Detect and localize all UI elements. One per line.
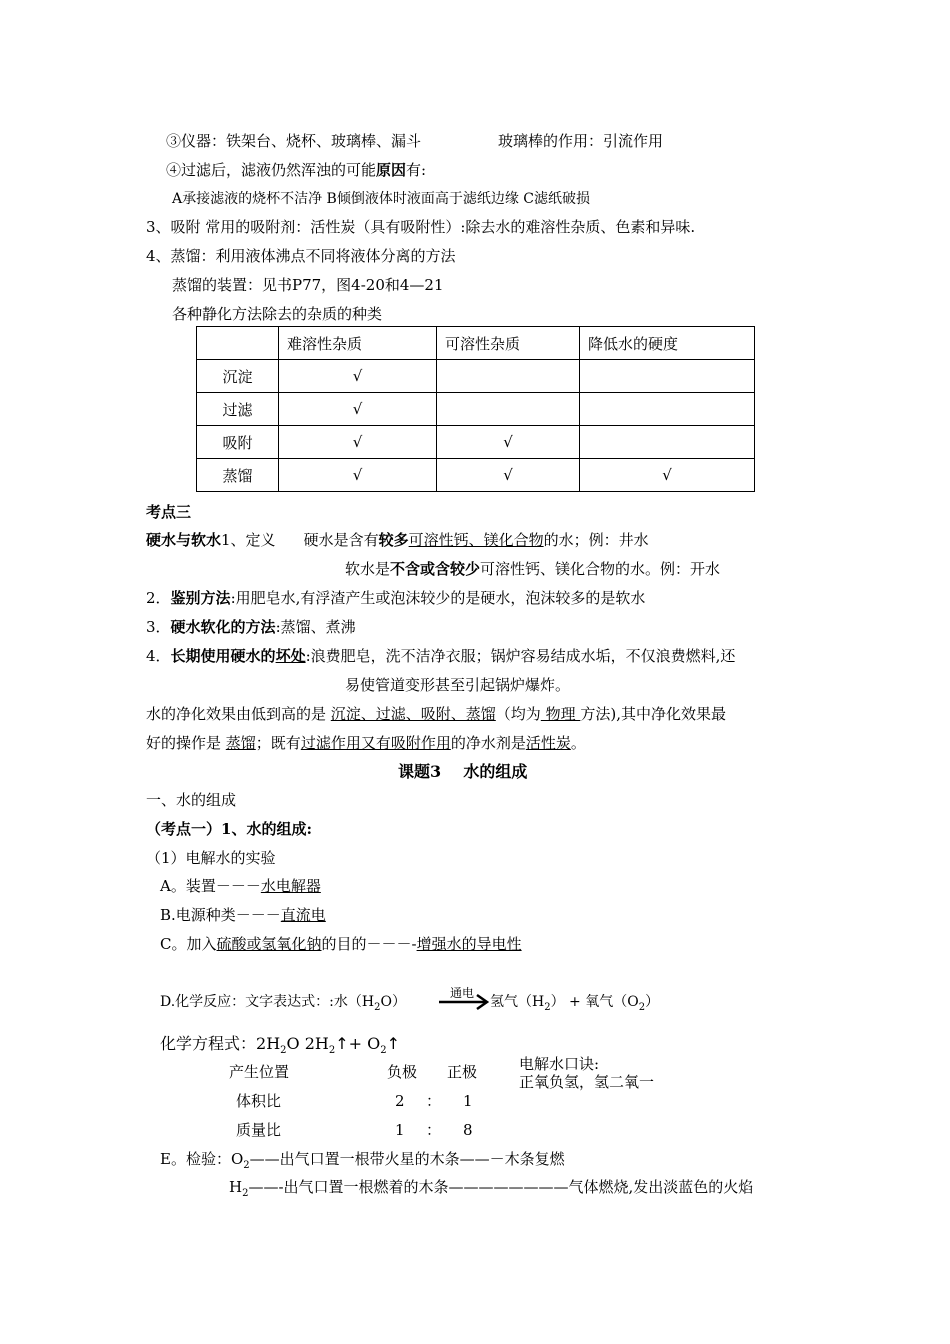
- table-header-cell: 难溶性杂质: [279, 327, 437, 360]
- test-o2-line: [160, 1149, 565, 1176]
- table-row: [197, 360, 755, 393]
- table-header-cell: 可溶性杂质: [437, 327, 580, 360]
- subscript: 2: [243, 1160, 250, 1171]
- subscript: 2: [374, 1001, 381, 1013]
- check-mark: √: [503, 433, 513, 451]
- summary-text: ；既有: [255, 734, 301, 752]
- check-cell: [437, 393, 580, 426]
- identify-text: :用肥皂水,有浮渣产生或泡沫较少的是硬水，泡沫较多的是软水: [230, 589, 646, 607]
- grid-negative: 负极: [387, 1063, 418, 1081]
- eq-word-right2: ） + 氧气（O: [550, 994, 639, 1010]
- method-cell: 沉淀: [197, 360, 279, 393]
- turbid-reasons: A承接滤液的烧杯不洁净 B倾倒液体时液面高于滤纸边缘 C滤纸破损: [172, 191, 591, 207]
- check-mark: √: [352, 433, 363, 451]
- power-line: [160, 905, 326, 925]
- table-row: [197, 459, 755, 492]
- check-cell: [279, 426, 437, 459]
- harm-line-2: 易使管道变形甚至引起锅炉爆炸。: [345, 676, 571, 694]
- check-cell: [580, 459, 755, 492]
- eq-part: + O: [348, 1034, 381, 1053]
- table-row: [197, 426, 755, 459]
- additive-value: 硫酸或氢氧化钠: [216, 935, 322, 953]
- mass-colon: ：: [426, 1121, 442, 1139]
- reaction-arrow-icon: [439, 993, 489, 1011]
- summary-line-2: [146, 733, 586, 753]
- check-cell: [437, 459, 580, 492]
- eq-label: 化学方程式：: [160, 1034, 257, 1053]
- soft-suffix: 可溶性钙、镁化合物的水。例：开水: [480, 560, 721, 578]
- summary-underline: 物理: [540, 705, 581, 723]
- point3-title: 考点三: [146, 503, 192, 521]
- mass-neg: 1: [395, 1121, 405, 1139]
- table-row: [197, 393, 755, 426]
- test-h2-line: [229, 1177, 753, 1204]
- check-cell: [580, 426, 755, 459]
- up-arrow-icon: ↑: [386, 1034, 401, 1053]
- eq-word-mid: O）: [380, 994, 406, 1010]
- soften-num: 3．: [146, 618, 171, 636]
- hard-prefix: 硬水是含有: [303, 531, 379, 549]
- summary-text: （均为: [495, 705, 541, 723]
- additive-purpose: 增强水的导电性: [416, 935, 522, 953]
- eq-word-label: D.化学反应：文字表达式：:水（H: [160, 994, 375, 1010]
- hard-water-line: [146, 530, 649, 550]
- summary-underline: 活性炭: [525, 734, 571, 752]
- soft-bold: 不含或含较少: [390, 560, 481, 578]
- check-cell: [580, 393, 755, 426]
- volume-ratio-label: 体积比: [236, 1092, 282, 1110]
- summary-text: 好的操作是: [146, 734, 226, 752]
- method-cell: 过滤: [197, 393, 279, 426]
- power-value: 直流电: [280, 906, 326, 924]
- power-label: B.电源种类－－－: [160, 906, 281, 924]
- additive-line: [160, 934, 522, 954]
- glass-rod-role: 玻璃棒的作用：引流作用: [498, 132, 664, 150]
- turbid-line: [166, 160, 426, 180]
- volume-pos: 1: [463, 1092, 473, 1110]
- soft-water-line: [345, 559, 720, 579]
- experiment-title: （1）电解水的实验: [146, 849, 276, 867]
- subscript: 2: [638, 1001, 646, 1013]
- test-o2-text: ——出气口置一根带火星的木条——－木条复燃: [249, 1150, 565, 1168]
- summary-underline: 沉淀、过滤、吸附、蒸馏: [330, 705, 496, 723]
- hard-suffix: 的水；例：井水: [543, 531, 649, 549]
- additive-label: C。加入: [160, 935, 217, 953]
- table-caption: 各种静化方法除去的杂质的种类: [172, 305, 383, 323]
- summary-text: 。: [570, 734, 586, 752]
- table-header-cell: [197, 327, 279, 360]
- check-mark: √: [662, 466, 672, 484]
- additive-mid: 的目的－－－-: [321, 935, 417, 953]
- filter-instruments: ③仪器：铁架台、烧杯、玻璃棒、漏斗: [166, 132, 422, 150]
- soft-prefix: 软水是: [345, 560, 391, 578]
- soften-bold: 硬水软化的方法: [170, 618, 276, 636]
- check-cell: [279, 459, 437, 492]
- point1-title: （考点一）1、水的组成:: [146, 820, 312, 838]
- section-title: 一、水的组成: [146, 791, 237, 809]
- eq-part: 2H: [256, 1034, 281, 1053]
- device-label: A。装置－－－: [160, 877, 261, 895]
- summary-line-1: [146, 704, 726, 724]
- distillation-device: 蒸馏的装置：见书P77，图4-20和4—21: [172, 276, 444, 294]
- subscript: 2: [544, 1001, 551, 1013]
- eq-word-end: ）: [645, 994, 660, 1010]
- harm-text: :浪费肥皂，洗不洁净衣服；锅炉容易结成水垢，不仅浪费燃料,还: [305, 647, 736, 665]
- mnemonic-title: 电解水口诀:: [519, 1055, 600, 1073]
- table-header-cell: 降低水的硬度: [580, 327, 755, 360]
- check-cell: [437, 360, 580, 393]
- hard-soft-title: 硬水与软水: [146, 531, 222, 549]
- device-line: [160, 876, 321, 896]
- check-mark: √: [352, 400, 363, 418]
- summary-text: 的净水剂是: [450, 734, 526, 752]
- chemical-equation: [160, 1034, 400, 1061]
- table-header-row: [197, 327, 755, 360]
- distillation-def: 4、蒸馏：利用液体沸点不同将液体分离的方法: [146, 247, 456, 265]
- harm-bold-underline: 坏处: [275, 647, 306, 665]
- test-h-symbol: H: [229, 1178, 243, 1196]
- harm-bold: 长期使用硬水的: [170, 647, 276, 665]
- eq-part: O 2H: [286, 1034, 329, 1053]
- check-cell: [279, 393, 437, 426]
- eq-word-right: 氢气（H: [490, 994, 545, 1010]
- subscript: 2: [380, 1045, 387, 1057]
- check-mark: √: [503, 466, 513, 484]
- method-cell: 吸附: [197, 426, 279, 459]
- def-label: 1、定义: [221, 531, 276, 549]
- turbid-suffix: 有:: [406, 161, 427, 179]
- lesson-title: 课题3 水的组成: [398, 762, 528, 781]
- soften-line: [146, 617, 356, 637]
- mass-pos: 8: [463, 1121, 473, 1139]
- soften-text: :蒸馏、煮沸: [275, 618, 356, 636]
- check-cell: [437, 426, 580, 459]
- check-mark: √: [352, 466, 363, 484]
- check-cell: [279, 360, 437, 393]
- grid-positive: 正极: [447, 1063, 478, 1081]
- summary-text: 方法),其中净化效果最: [580, 705, 726, 723]
- turbid-prefix: ④过滤后，滤液仍然浑浊的可能: [166, 161, 377, 179]
- subscript: 2: [280, 1045, 287, 1057]
- volume-neg: 2: [395, 1092, 405, 1110]
- word-equation-left: [160, 992, 406, 1018]
- summary-underline: 过滤作用又有吸附作用: [300, 734, 451, 752]
- identify-line: [146, 588, 645, 608]
- subscript: 2: [242, 1188, 249, 1199]
- summary-text: 水的净化效果由低到高的是: [146, 705, 331, 723]
- test-label: E。检验：O: [160, 1150, 244, 1168]
- mass-ratio-label: 质量比: [236, 1121, 282, 1139]
- purification-table: [196, 326, 755, 492]
- harm-num: 4．: [146, 647, 171, 665]
- reaction-condition: 通电: [450, 986, 475, 1000]
- identify-num: 2．: [146, 589, 171, 607]
- turbid-bold: 原因: [376, 161, 407, 179]
- summary-underline: 蒸馏: [225, 734, 256, 752]
- word-equation-right: [490, 992, 659, 1018]
- adsorption-line: 3、吸附 常用的吸附剂：活性炭（具有吸附性）:除去水的难溶性杂质、色素和异味.: [146, 218, 696, 236]
- up-arrow-icon: ↑: [335, 1034, 349, 1053]
- hard-bold: 较多: [378, 531, 409, 549]
- identify-bold: 鉴别方法: [170, 589, 231, 607]
- harm-line: [146, 646, 735, 666]
- check-cell: [580, 360, 755, 393]
- mnemonic-text: 正氧负氢，氢二氧一: [519, 1073, 655, 1091]
- hard-underline: 可溶性钙、镁化合物: [408, 531, 544, 549]
- volume-colon: ：: [426, 1092, 442, 1110]
- test-h2-text: ——-出气口置一根燃着的木条————————气体燃烧,发出淡蓝色的火焰: [248, 1178, 754, 1196]
- check-mark: √: [352, 367, 363, 385]
- method-cell: 蒸馏: [197, 459, 279, 492]
- grid-position-label: 产生位置: [229, 1063, 290, 1081]
- subscript: 2: [328, 1045, 336, 1057]
- device-value: 水电解器: [260, 877, 321, 895]
